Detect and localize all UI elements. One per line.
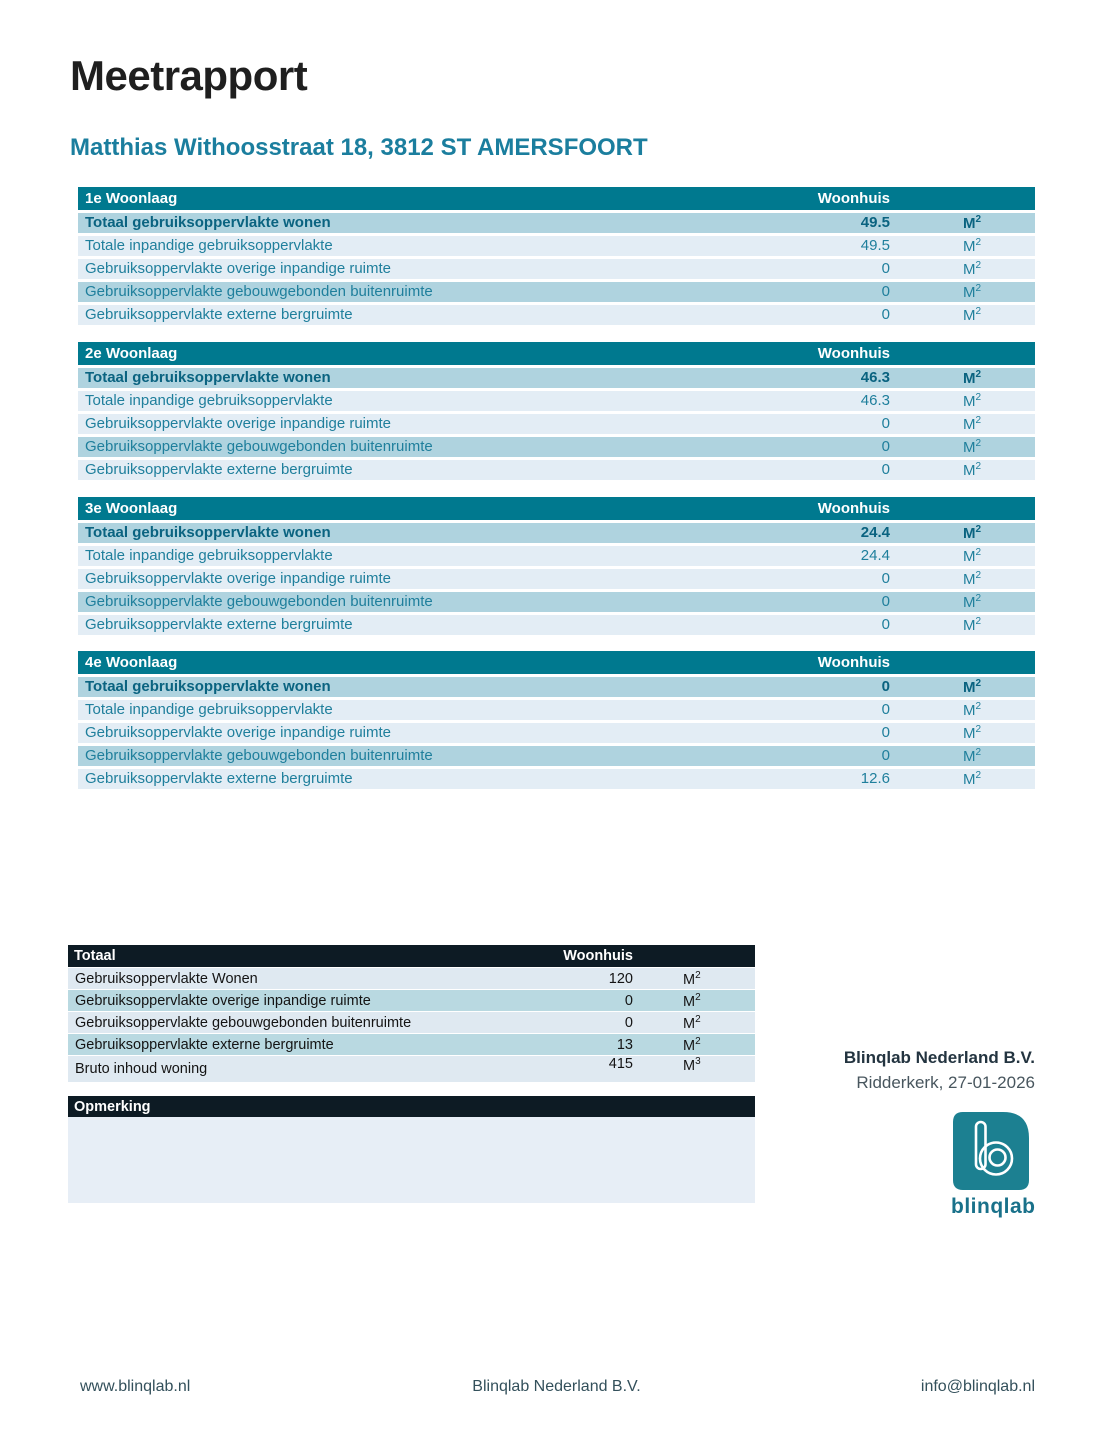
- address-subtitle: Matthias Withoosstraat 18, 3812 ST AMERSFOORT: [70, 134, 648, 161]
- table-header: [68, 945, 755, 967]
- row-label: Totaal gebruiksoppervlakte wonen: [85, 524, 331, 542]
- table-row: [68, 990, 755, 1011]
- page-title: Meetrapport: [70, 52, 308, 99]
- table-header: [78, 342, 1035, 365]
- row-value: 46.3: [860, 369, 890, 387]
- table-row: [78, 700, 1035, 721]
- column-header: Woonhuis: [817, 654, 890, 671]
- column-header: Woonhuis: [817, 345, 890, 362]
- row-unit: $M^2$: [963, 391, 982, 410]
- row-unit: $M^3$: [683, 1056, 701, 1074]
- row-label: Totaal gebruiksoppervlakte wonen: [85, 678, 331, 696]
- row-label: Totale inpandige gebruiksoppervlakte: [85, 392, 333, 410]
- row-unit: $M^2$: [683, 991, 701, 1010]
- row-value: 0: [881, 701, 890, 719]
- table-row: [78, 723, 1035, 744]
- row-unit: $M^2$: [963, 746, 982, 765]
- remark-section: [68, 1096, 755, 1203]
- row-label: Totale inpandige gebruiksoppervlakte: [85, 237, 333, 255]
- row-label: Gebruiksoppervlakte overige inpandige ruimte: [85, 570, 392, 588]
- row-label: Totale inpandige gebruiksoppervlakte: [85, 701, 333, 719]
- row-value: 0: [881, 461, 890, 479]
- row-value: 0: [881, 415, 890, 433]
- table-row: [78, 391, 1035, 412]
- place-date: Ridderkerk, 27-01-2026: [856, 1073, 1035, 1092]
- row-value: 0: [881, 438, 890, 456]
- row-unit: $M^2$: [963, 368, 982, 387]
- table-row: [78, 437, 1035, 458]
- table-title: 3e Woonlaag: [85, 500, 178, 517]
- row-label: Gebruiksoppervlakte Wonen: [75, 970, 258, 987]
- row-value: 415: [608, 1056, 633, 1072]
- row-value: 24.4: [860, 524, 890, 542]
- row-unit: $M^2$: [963, 523, 982, 542]
- company-name: Blinqlab Nederland B.V.: [843, 1048, 1035, 1067]
- row-label: Gebruiksoppervlakte gebouwgebonden buitenruimte: [85, 593, 433, 611]
- table-title: 2e Woonlaag: [85, 345, 178, 362]
- table-row: [68, 968, 755, 989]
- row-unit: $M^2$: [963, 460, 982, 479]
- row-label: Gebruiksoppervlakte gebouwgebonden buitenruimte: [75, 1014, 412, 1031]
- row-value: 12.6: [860, 770, 890, 788]
- row-unit: $M^2$: [963, 305, 982, 324]
- row-label: Bruto inhoud woning: [75, 1061, 208, 1077]
- row-unit: $M^2$: [963, 437, 982, 456]
- row-label: Totaal gebruiksoppervlakte wonen: [85, 369, 331, 387]
- table-row: [78, 746, 1035, 767]
- row-unit: $M^2$: [963, 213, 982, 232]
- row-unit: $M^2$: [963, 592, 982, 611]
- table-row: [78, 769, 1035, 790]
- table-header: [78, 651, 1035, 674]
- row-value: 0: [881, 724, 890, 742]
- row-value: 13: [616, 1036, 633, 1053]
- totals-table: [68, 945, 755, 1083]
- table-title: Totaal: [74, 948, 116, 964]
- floor-table-3: [78, 497, 1035, 638]
- table-row: [78, 213, 1035, 234]
- row-label: Gebruiksoppervlakte gebouwgebonden buitenruimte: [85, 747, 433, 765]
- blinqlab-logo: [951, 1112, 1036, 1219]
- row-value: 0: [881, 260, 890, 278]
- floor-table-2: [78, 342, 1035, 483]
- row-value: 0: [881, 570, 890, 588]
- row-value: 49.5: [860, 237, 890, 255]
- row-label: Gebruiksoppervlakte overige inpandige ruimte: [75, 992, 371, 1009]
- footer-email: info@blinqlab.nl: [920, 1378, 1035, 1395]
- row-unit: $M^2$: [963, 723, 982, 742]
- table-row: [78, 546, 1035, 567]
- table-title: 1e Woonlaag: [85, 190, 178, 207]
- table-row: [78, 236, 1035, 257]
- row-unit: $M^2$: [963, 569, 982, 588]
- row-unit: $M^2$: [963, 259, 982, 278]
- row-label: Totale inpandige gebruiksoppervlakte: [85, 547, 333, 565]
- row-unit: $M^2$: [683, 969, 701, 988]
- row-unit: $M^2$: [683, 1013, 701, 1032]
- row-value: 0: [881, 306, 890, 324]
- row-value: 0: [881, 593, 890, 611]
- table-row: [78, 592, 1035, 613]
- row-label: Gebruiksoppervlakte overige inpandige ruimte: [85, 724, 392, 742]
- row-value: 0: [881, 747, 890, 765]
- row-value: 49.5: [860, 214, 890, 232]
- row-unit: $M^2$: [963, 700, 982, 719]
- row-value: 0: [881, 616, 890, 634]
- table-row: [68, 1012, 755, 1033]
- table-row: [68, 1034, 755, 1055]
- table-header: [78, 187, 1035, 210]
- row-unit: $M^2$: [963, 615, 982, 634]
- row-value: 120: [608, 970, 633, 987]
- row-unit: $M^2$: [963, 769, 982, 788]
- row-label: Gebruiksoppervlakte overige inpandige ruimte: [85, 260, 392, 278]
- row-label: Gebruiksoppervlakte externe bergruimte: [85, 306, 353, 324]
- floor-table-1: [78, 187, 1035, 328]
- row-unit: $M^2$: [963, 546, 982, 565]
- row-unit: $M^2$: [683, 1035, 701, 1054]
- table-row: [78, 259, 1035, 280]
- row-label: Totaal gebruiksoppervlakte wonen: [85, 214, 331, 232]
- remark-header: Opmerking: [68, 1096, 755, 1117]
- table-title: 4e Woonlaag: [85, 654, 178, 671]
- table-row: [78, 414, 1035, 435]
- row-label: Gebruiksoppervlakte externe bergruimte: [75, 1036, 334, 1053]
- row-label: Gebruiksoppervlakte overige inpandige ruimte: [85, 415, 392, 433]
- signature-block: [844, 1048, 1035, 1093]
- row-unit: $M^2$: [963, 414, 982, 433]
- row-unit: $M^2$: [963, 282, 982, 301]
- floor-table-4: [78, 651, 1035, 792]
- row-label: Gebruiksoppervlakte externe bergruimte: [85, 461, 353, 479]
- row-label: Gebruiksoppervlakte externe bergruimte: [85, 616, 353, 634]
- logo-wordmark: blinqlab: [951, 1195, 1036, 1218]
- column-header: Woonhuis: [817, 190, 890, 207]
- row-unit: $M^2$: [963, 236, 982, 255]
- row-value: 0: [881, 283, 890, 301]
- table-row: [78, 677, 1035, 698]
- remark-body: [68, 1117, 755, 1203]
- row-value: 24.4: [860, 547, 890, 565]
- column-header: Woonhuis: [563, 948, 633, 964]
- table-row: [78, 460, 1035, 481]
- table-row: [78, 569, 1035, 590]
- row-value: 0: [624, 992, 633, 1009]
- row-label: Gebruiksoppervlakte gebouwgebonden buitenruimte: [85, 283, 433, 301]
- row-label: Gebruiksoppervlakte gebouwgebonden buitenruimte: [85, 438, 433, 456]
- row-value: 0: [881, 678, 890, 696]
- table-row: [78, 523, 1035, 544]
- row-value: 0: [624, 1014, 633, 1031]
- logo-b-icon: [952, 1112, 1030, 1190]
- table-row: [78, 368, 1035, 389]
- row-label: Gebruiksoppervlakte externe bergruimte: [85, 770, 353, 788]
- table-row: [68, 1056, 755, 1082]
- row-unit: $M^2$: [963, 677, 982, 696]
- table-row: [78, 615, 1035, 636]
- footer-company: Blinqlab Nederland B.V.: [472, 1378, 641, 1395]
- table-row: [78, 282, 1035, 303]
- table-row: [78, 305, 1035, 326]
- footer-website: www.blinqlab.nl: [80, 1378, 191, 1395]
- column-header: Woonhuis: [817, 500, 890, 517]
- table-header: [78, 497, 1035, 520]
- row-value: 46.3: [860, 392, 890, 410]
